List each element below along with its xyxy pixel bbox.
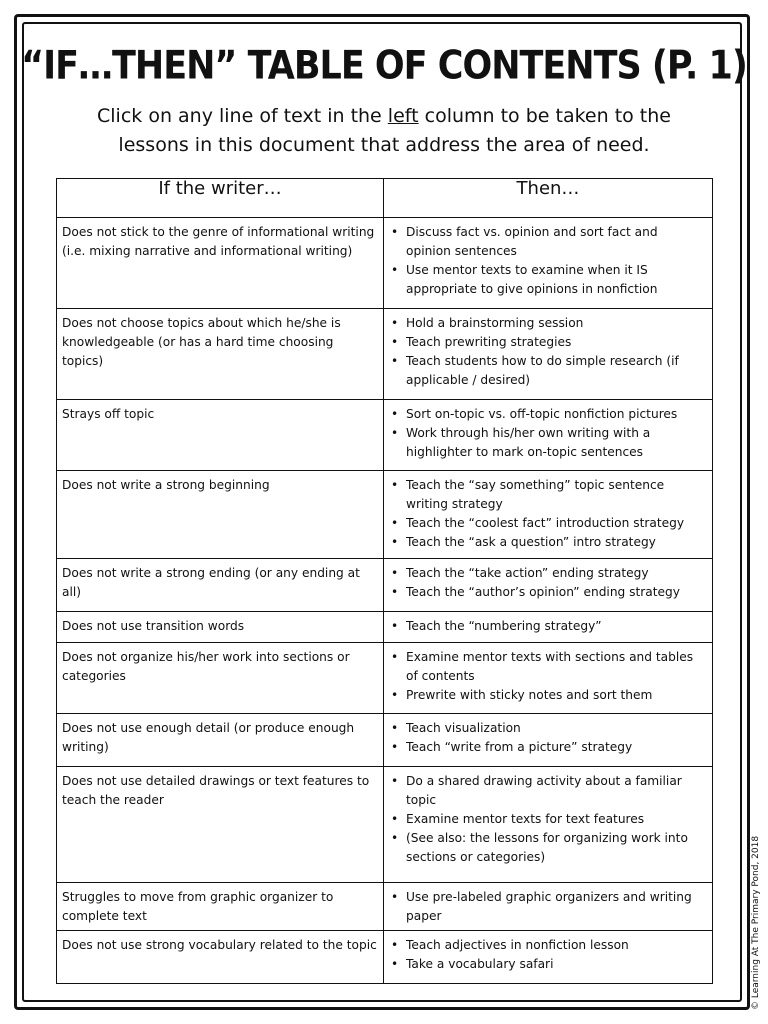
column-header-if: If the writer… — [57, 179, 384, 218]
then-strategies-cell — [384, 714, 713, 767]
column-header-then: Then… — [384, 179, 713, 218]
strategy-item: • Work through his/her own writing with a highlighter to mark on-topic sentences — [388, 424, 706, 462]
instructions-text-start: Click on any line of text in the — [97, 105, 388, 127]
instructions — [60, 102, 708, 160]
strategy-item: • Teach visualization — [388, 719, 706, 738]
if-writer-link[interactable]: Does not use transition words — [57, 612, 384, 643]
strategy-item: • Teach “write from a picture” strategy — [388, 738, 706, 757]
strategy-item: • Hold a brainstorming session — [388, 314, 706, 333]
strategy-item: • Teach the “numbering strategy” — [388, 617, 706, 636]
table-body — [57, 218, 713, 984]
table-row — [57, 883, 713, 931]
strategy-item: • (See also: the lessons for organizing work into sections or categories) — [388, 829, 706, 867]
strategy-list — [388, 223, 706, 299]
toc-table — [56, 178, 713, 984]
table-row — [57, 218, 713, 309]
strategy-item: • Use mentor texts to examine when it IS appropriate to give opinions in nonfiction — [388, 261, 706, 299]
if-writer-link[interactable]: Strays off topic — [57, 400, 384, 471]
strategy-item: • Sort on-topic vs. off-topic nonfiction pictures — [388, 405, 706, 424]
if-writer-link[interactable]: Does not use detailed drawings or text features to teach the reader — [57, 767, 384, 883]
if-writer-link[interactable]: Does not write a strong ending (or any ending at all) — [57, 559, 384, 612]
table-row — [57, 931, 713, 984]
strategy-list — [388, 617, 706, 636]
strategy-list — [388, 772, 706, 867]
strategy-item: • Teach the “ask a question” intro strategy — [388, 533, 706, 552]
strategy-item: • Teach prewriting strategies — [388, 333, 706, 352]
strategy-list — [388, 564, 706, 602]
strategy-item: • Use pre-labeled graphic organizers and writing paper — [388, 888, 706, 926]
strategy-item: • Teach the “take action” ending strategy — [388, 564, 706, 583]
table-row — [57, 767, 713, 883]
strategy-item: • Discuss fact vs. opinion and sort fact and opinion sentences — [388, 223, 706, 261]
strategy-item: • Take a vocabulary safari — [388, 955, 706, 974]
then-strategies-cell — [384, 309, 713, 400]
strategy-list — [388, 314, 706, 390]
strategy-item: • Teach the “coolest fact” introduction strategy — [388, 514, 706, 533]
strategy-list — [388, 476, 706, 552]
table-row — [57, 643, 713, 714]
if-writer-link[interactable]: Does not use strong vocabulary related to the topic — [57, 931, 384, 984]
strategy-item: • Teach adjectives in nonfiction lesson — [388, 936, 706, 955]
strategy-item: • Teach the “author’s opinion” ending strategy — [388, 583, 706, 602]
table-row — [57, 400, 713, 471]
if-writer-link[interactable]: Does not stick to the genre of informational writing (i.e. mixing narrative and informational writing) — [57, 218, 384, 309]
then-strategies-cell — [384, 471, 713, 559]
if-writer-link[interactable]: Does not organize his/her work into sections or categories — [57, 643, 384, 714]
page-title: “IF…THEN” TABLE OF CONTENTS (P. 1) — [21, 43, 747, 89]
then-strategies-cell — [384, 883, 713, 931]
strategy-list — [388, 648, 706, 705]
then-strategies-cell — [384, 931, 713, 984]
then-strategies-cell — [384, 559, 713, 612]
table-row — [57, 471, 713, 559]
strategy-item: • Teach the “say something” topic sentence writing strategy — [388, 476, 706, 514]
instructions-text-end: column to be taken to the lessons in this document that address the area of need. — [118, 105, 671, 156]
strategy-item: • Teach students how to do simple research (if applicable / desired) — [388, 352, 706, 390]
table-row — [57, 559, 713, 612]
then-strategies-cell — [384, 218, 713, 309]
if-writer-link[interactable]: Does not choose topics about which he/she is knowledgeable (or has a hard time choosing topics) — [57, 309, 384, 400]
strategy-list — [388, 936, 706, 974]
then-strategies-cell — [384, 400, 713, 471]
strategy-list — [388, 405, 706, 462]
strategy-item: • Prewrite with sticky notes and sort them — [388, 686, 706, 705]
if-writer-link[interactable]: Struggles to move from graphic organizer to complete text — [57, 883, 384, 931]
left-column-link-text: left — [387, 105, 419, 127]
table-header-row — [57, 179, 713, 218]
then-strategies-cell — [384, 643, 713, 714]
if-writer-link[interactable]: Does not write a strong beginning — [57, 471, 384, 559]
strategy-list — [388, 888, 706, 926]
table-row — [57, 612, 713, 643]
copyright-footer: © Learning At The Primary Pond, 2018 — [751, 835, 761, 1010]
then-strategies-cell — [384, 612, 713, 643]
table-row — [57, 309, 713, 400]
strategy-item: • Do a shared drawing activity about a familiar topic — [388, 772, 706, 810]
table-row — [57, 714, 713, 767]
if-writer-link[interactable]: Does not use enough detail (or produce enough writing) — [57, 714, 384, 767]
then-strategies-cell — [384, 767, 713, 883]
strategy-item: • Examine mentor texts with sections and tables of contents — [388, 648, 706, 686]
strategy-list — [388, 719, 706, 757]
strategy-item: • Examine mentor texts for text features — [388, 810, 706, 829]
